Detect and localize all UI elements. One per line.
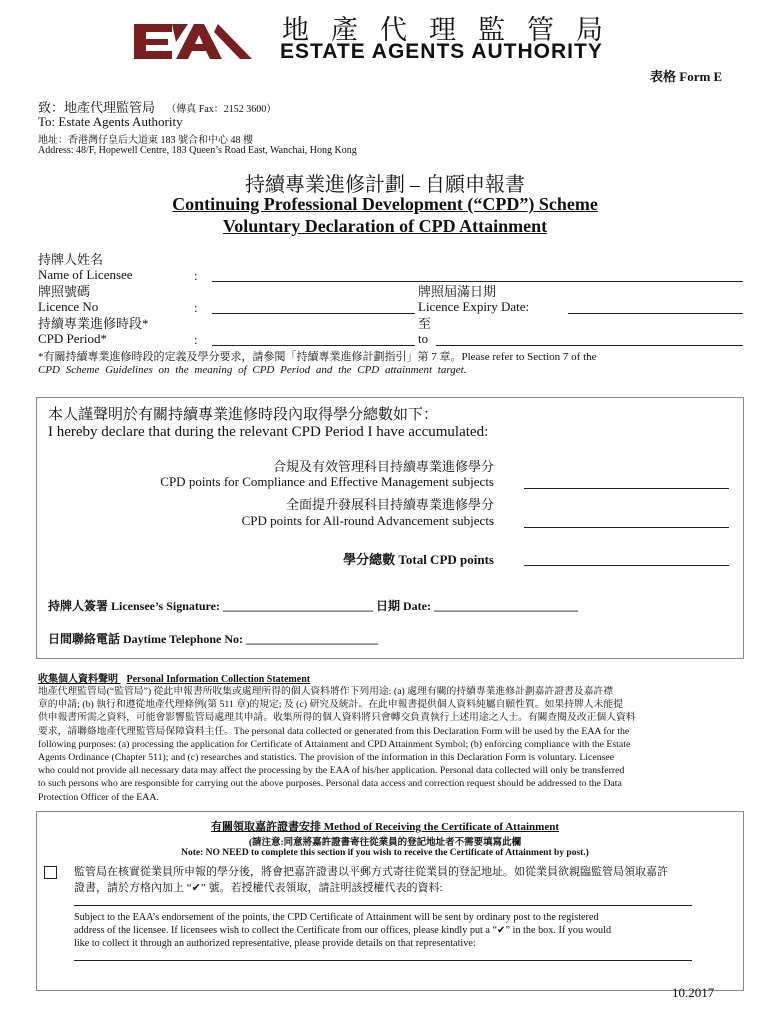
pics-title-zh: 收集個人資料聲明 — [38, 674, 118, 685]
signature-date-line[interactable]: 持牌人簽署 Licensee’s Signature: _________________________ 日期 Date: ________________________ — [48, 599, 578, 613]
org-name-en: ESTATE AGENTS AUTHORITY — [280, 40, 603, 63]
pics-line: who could not provide all necessary data may affect the processing by the EAA of his/her application. Personal data collected will only be transferred — [38, 765, 625, 777]
colon: : — [194, 300, 198, 315]
collect-in-person-checkbox[interactable] — [44, 866, 57, 879]
method-zh-text — [74, 864, 668, 896]
to-label — [418, 316, 431, 346]
compliance-label-en: CPD points for Compliance and Effective Management subjects — [160, 474, 494, 489]
method-note-en: Note: NO NEED to complete this section if you wish to receive the Certificate of Attainment by post.) — [181, 848, 589, 858]
licence-no-field[interactable] — [212, 313, 415, 314]
eaa-logo — [132, 20, 254, 62]
to-label-en: to — [418, 331, 429, 346]
address-en: Address: 48/F, Hopewell Centre, 183 Queen’s Road East, Wanchai, Hong Kong — [38, 145, 357, 156]
pics-line: Protection Officer of the EAA. — [38, 791, 159, 803]
form-version: 10.2017 — [672, 985, 715, 1000]
representative-details-field-en[interactable] — [74, 960, 692, 961]
method-en-text — [74, 911, 708, 950]
method-en-line-1: Subject to the EAA’s endorsement of the points, the CPD Certificate of Attainment will be sent by ordinary post to the registered — [74, 912, 599, 923]
pics-title — [38, 670, 310, 685]
cpd-period-from-field[interactable] — [212, 345, 415, 346]
method-zh-line-1: 監管局在核實從業員所申報的學分後，將會把嘉許證書以平郵方式寄往從業員的登記地址。如從業員欲親臨監管局領取嘉許 — [74, 866, 668, 878]
cpd-period-label — [38, 316, 149, 346]
licence-expiry-label-zh: 牌照屆滿日期 — [418, 284, 497, 299]
licence-no-label-en: Licence No — [38, 299, 99, 314]
address-zh: 地址：香港灣仔皇后大道東 183 號合和中心 48 樓 — [38, 135, 253, 146]
footnote-line-1: *有關持續專業進修時段的定義及學分要求，請參閱「持續專業進修計劃指引」第 7 章。Please refer to Section 7 of the — [38, 351, 597, 363]
method-zh-line-2: 證書，請於方格內加上 “✔” 號。若授權代表領取，請註明該授權代表的資料: — [74, 882, 443, 894]
pics-line: 章的申請; (b) 執行和遵從地產代理條例(第 511 章)的規定; 及 (c) 研究及統計。在此申報書提供個人資料純屬自願性質。如果持牌人未能提 — [38, 699, 623, 711]
licensee-name-label — [38, 252, 133, 282]
cpd-period-label-en: CPD Period* — [38, 331, 107, 346]
licence-expiry-label — [418, 284, 529, 314]
pics-line: 供申報書所需之資料，可能會影響監管局處理其申請。收集所得的個人資料將只會轉交負責執行上述用途之人士。有關查閱及改正個人資料 — [38, 712, 636, 724]
pics-title-en: Personal Information Collection Statement — [126, 674, 311, 685]
total-points-field[interactable] — [524, 565, 729, 566]
title-en-1: Continuing Professional Development (“CPD”) Scheme — [172, 194, 598, 214]
footnote — [38, 351, 738, 377]
pics-line: 地產代理監管局(“監管局”) 從此申報書所收集或處理所得的個人資料將作下列用途: (a) 處理有關的持續專業進修計劃嘉許證書及嘉許襟 — [38, 686, 613, 697]
total-points-label: 學分總數 Total CPD points — [343, 552, 494, 567]
title-zh: 持續專業進修計劃 – 自願申報書 — [245, 174, 525, 196]
declaration-zh: 本人謹聲明於有關持續專業進修時段內取得學分總數如下： — [48, 407, 439, 423]
compliance-label-zh: 合規及有效管理科目持續專業進修學分 — [272, 459, 494, 474]
cpd-period-label-zh: 持續專業進修時段* — [38, 316, 149, 331]
to-en: To: Estate Agents Authority — [38, 114, 183, 129]
form-label: 表格 Form E — [650, 69, 723, 84]
compliance-points-field[interactable] — [524, 488, 729, 489]
colon: : — [194, 268, 198, 283]
to-zh: 致：地產代理監管局 — [38, 100, 156, 115]
method-en-line-2: address of the licensee. If licensees wish to collect the Certificate from our offices, please kindly put a “✔” in the box. If you would — [74, 925, 612, 936]
method-note-zh: (請注意:同意將嘉許證書寄往從業員的登記地址者不需要填寫此欄 — [248, 838, 522, 848]
declaration-en: I hereby declare that during the relevant CPD Period I have accumulated: — [48, 424, 489, 440]
licence-no-label-zh: 牌照號碼 — [38, 284, 91, 299]
pics-line: 要求，請聯絡地產代理監管局保障資料主任。The personal data collected or generated from this Declaration Form will be used by the EAA for the — [38, 725, 630, 737]
licensee-name-field[interactable] — [212, 281, 743, 282]
licence-expiry-field[interactable] — [568, 313, 743, 314]
colon: : — [194, 332, 198, 347]
telephone-line[interactable]: 日間聯絡電話 Daytime Telephone No: ______________________ — [48, 632, 379, 646]
fax-number: （傳真 Fax：2152 3600） — [166, 104, 277, 115]
method-title: 有關領取嘉許證書安排 Method of Receiving the Certificate of Attainment — [211, 821, 559, 833]
pics-body — [38, 685, 744, 804]
pics-line: Agents Ordinance (Chapter 511); and (c) researches and statistics. The provision of the information in this Declaration Form is voluntary. Licensee — [38, 752, 615, 764]
method-en-line-3: like to collect it through an authorized representative, please provide details on that representative: — [74, 938, 476, 949]
allround-points-field[interactable] — [524, 527, 729, 528]
licensee-name-label-en: Name of Licensee — [38, 267, 133, 282]
footnote-line-2: CPD Scheme Guidelines on the meaning of CPD Period and the CPD attainment target. — [38, 364, 467, 376]
pics-line: to such persons who are responsible for carrying out the above purposes. Personal data access and correction request should be addressed to the Data — [38, 778, 622, 790]
allround-label-en: CPD points for All-round Advancement subjects — [241, 513, 494, 528]
licence-expiry-label-en: Licence Expiry Date: — [418, 299, 530, 314]
cpd-period-to-field[interactable] — [436, 345, 743, 346]
licensee-name-label-zh: 持牌人姓名 — [38, 252, 104, 267]
pics-line: following purposes: (a) processing the application for Certificate of Attainment and CPD Attainment Symbol; (b) enforcing compliance with the Estate — [38, 738, 631, 750]
representative-details-field-zh[interactable] — [74, 905, 692, 906]
licence-no-label — [38, 284, 98, 314]
allround-label-zh: 全面提升發展科目持續專業進修學分 — [285, 497, 494, 512]
org-name-zh: 地產代理監管局 — [282, 15, 625, 46]
to-label-zh: 至 — [418, 316, 432, 331]
title-en-2: Voluntary Declaration of CPD Attainment — [222, 216, 548, 236]
